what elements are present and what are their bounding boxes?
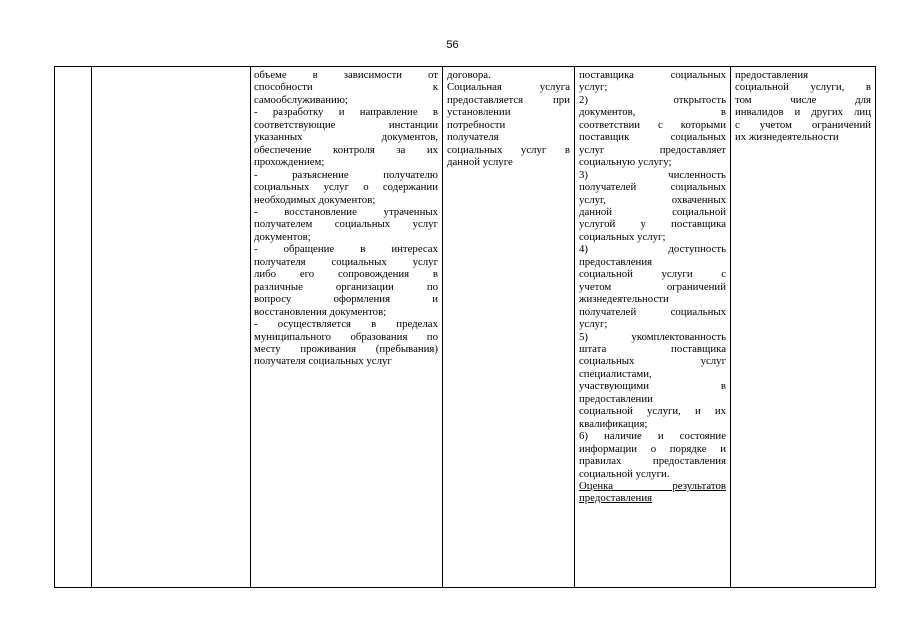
text-line: социальной услуги. bbox=[579, 467, 670, 480]
text-line: - осуществляется в пределах bbox=[254, 318, 438, 331]
text-line: специалистами, bbox=[579, 367, 652, 380]
text-line: социальных услуг о содержании bbox=[254, 181, 438, 194]
text-line: документов; bbox=[254, 230, 311, 243]
text-line: данной социальной bbox=[579, 205, 726, 218]
text-line: договора. bbox=[447, 69, 491, 81]
text-line: получателя социальных услуг bbox=[254, 255, 438, 268]
text-line: соответствии с которыми bbox=[579, 118, 726, 131]
text-line: получателя социальных услуг bbox=[254, 355, 392, 368]
text-line: социальной услуги с bbox=[579, 268, 726, 281]
text-line: 4) доступность bbox=[579, 243, 726, 256]
text-line: социальной услуги, и их bbox=[579, 405, 726, 418]
text-line: жизнедеятельности bbox=[579, 293, 669, 306]
text-line: предоставления bbox=[579, 492, 653, 505]
page-number: 56 bbox=[446, 39, 459, 51]
text-line: обеспечение контроля за их bbox=[254, 143, 438, 156]
text-line: участвующими в bbox=[579, 380, 726, 393]
text-line: социальную услугу; bbox=[579, 156, 672, 169]
text-line: установлении bbox=[447, 106, 511, 119]
service-conditions-cell bbox=[443, 67, 574, 169]
text-line: - восстановление утраченных bbox=[254, 205, 438, 218]
text-line: - разъяснение получателю bbox=[254, 168, 438, 181]
table-column-2 bbox=[92, 67, 251, 587]
table-column-4 bbox=[443, 67, 575, 587]
text-line: социальной услуги, в bbox=[735, 81, 871, 94]
text-line: соответствующие инстанции bbox=[254, 118, 438, 131]
text-line: муниципального образования по bbox=[254, 330, 438, 343]
text-line: - обращение в интересах bbox=[254, 243, 438, 256]
text-line: штата поставщика bbox=[579, 342, 726, 355]
text-line: 2) открытость bbox=[579, 93, 726, 106]
text-line: 6) наличие и состояние bbox=[579, 430, 726, 443]
text-line: получателей социальных bbox=[579, 305, 726, 318]
text-line: предоставляется при bbox=[447, 93, 570, 106]
text-line: услугой у поставщика bbox=[579, 218, 726, 231]
text-line: социальных услуг; bbox=[579, 230, 666, 243]
text-line: данной услуге bbox=[447, 156, 513, 169]
text-line: поставщика социальных bbox=[579, 69, 726, 81]
text-line: необходимых документов; bbox=[254, 193, 376, 206]
service-conditions-disabled-cell bbox=[731, 67, 875, 144]
text-line: социальных услуг bbox=[579, 355, 726, 368]
text-line: различные организации по bbox=[254, 280, 438, 293]
text-line: прохождением; bbox=[254, 156, 325, 169]
text-line: Социальная услуга bbox=[447, 81, 570, 94]
text-line: предоставления bbox=[735, 69, 809, 81]
quality-indicators-cell bbox=[575, 67, 730, 505]
text-line: услуг; bbox=[579, 81, 608, 94]
text-line: их жизнедеятельности bbox=[735, 131, 839, 144]
text-line: квалификация; bbox=[579, 417, 648, 430]
text-line: Оценка результатов bbox=[579, 479, 726, 492]
text-line: 5) укомплектованность bbox=[579, 330, 726, 343]
text-line: услуг; bbox=[579, 318, 608, 331]
text-line: социальных услуг в bbox=[447, 143, 570, 156]
services-table bbox=[54, 66, 876, 588]
text-line: инвалидов и других лиц bbox=[735, 106, 871, 119]
text-line: поставщик социальных bbox=[579, 131, 726, 144]
text-line: учетом ограничений bbox=[579, 280, 726, 293]
text-line: услуг, охваченных bbox=[579, 193, 726, 206]
text-line: восстановления документов; bbox=[254, 305, 387, 318]
table-column-6 bbox=[731, 67, 875, 587]
text-line: 3) численность bbox=[579, 168, 726, 181]
table-column-3 bbox=[251, 67, 443, 587]
table-column-5 bbox=[575, 67, 731, 587]
text-line: указанных документов, bbox=[254, 131, 438, 144]
text-line: получателем социальных услуг bbox=[254, 218, 438, 231]
text-line: том числе для bbox=[735, 93, 871, 106]
text-line: - разработку и направление в bbox=[254, 106, 438, 119]
text-line: услуг предоставляет bbox=[579, 143, 726, 156]
text-line: получателей социальных bbox=[579, 181, 726, 194]
text-line: либо его сопровождения в bbox=[254, 268, 438, 281]
text-line: правилах предоставления bbox=[579, 455, 726, 468]
text-line: предоставлении bbox=[579, 392, 653, 405]
text-line: объеме в зависимости от bbox=[254, 69, 438, 81]
table-column-1 bbox=[55, 67, 92, 587]
text-line: вопросу оформления и bbox=[254, 293, 438, 306]
text-line: получателя bbox=[447, 131, 499, 144]
text-line: информации о порядке и bbox=[579, 442, 726, 455]
text-line: с учетом ограничений bbox=[735, 118, 871, 131]
text-line: месту проживания (пребывания) bbox=[254, 342, 438, 355]
text-line: предоставления bbox=[579, 255, 653, 268]
text-line: потребности bbox=[447, 118, 506, 131]
text-line: документов, в bbox=[579, 106, 726, 119]
service-description-cell bbox=[251, 67, 442, 368]
text-line: самообслуживанию; bbox=[254, 93, 348, 106]
text-line: способности к bbox=[254, 81, 438, 94]
